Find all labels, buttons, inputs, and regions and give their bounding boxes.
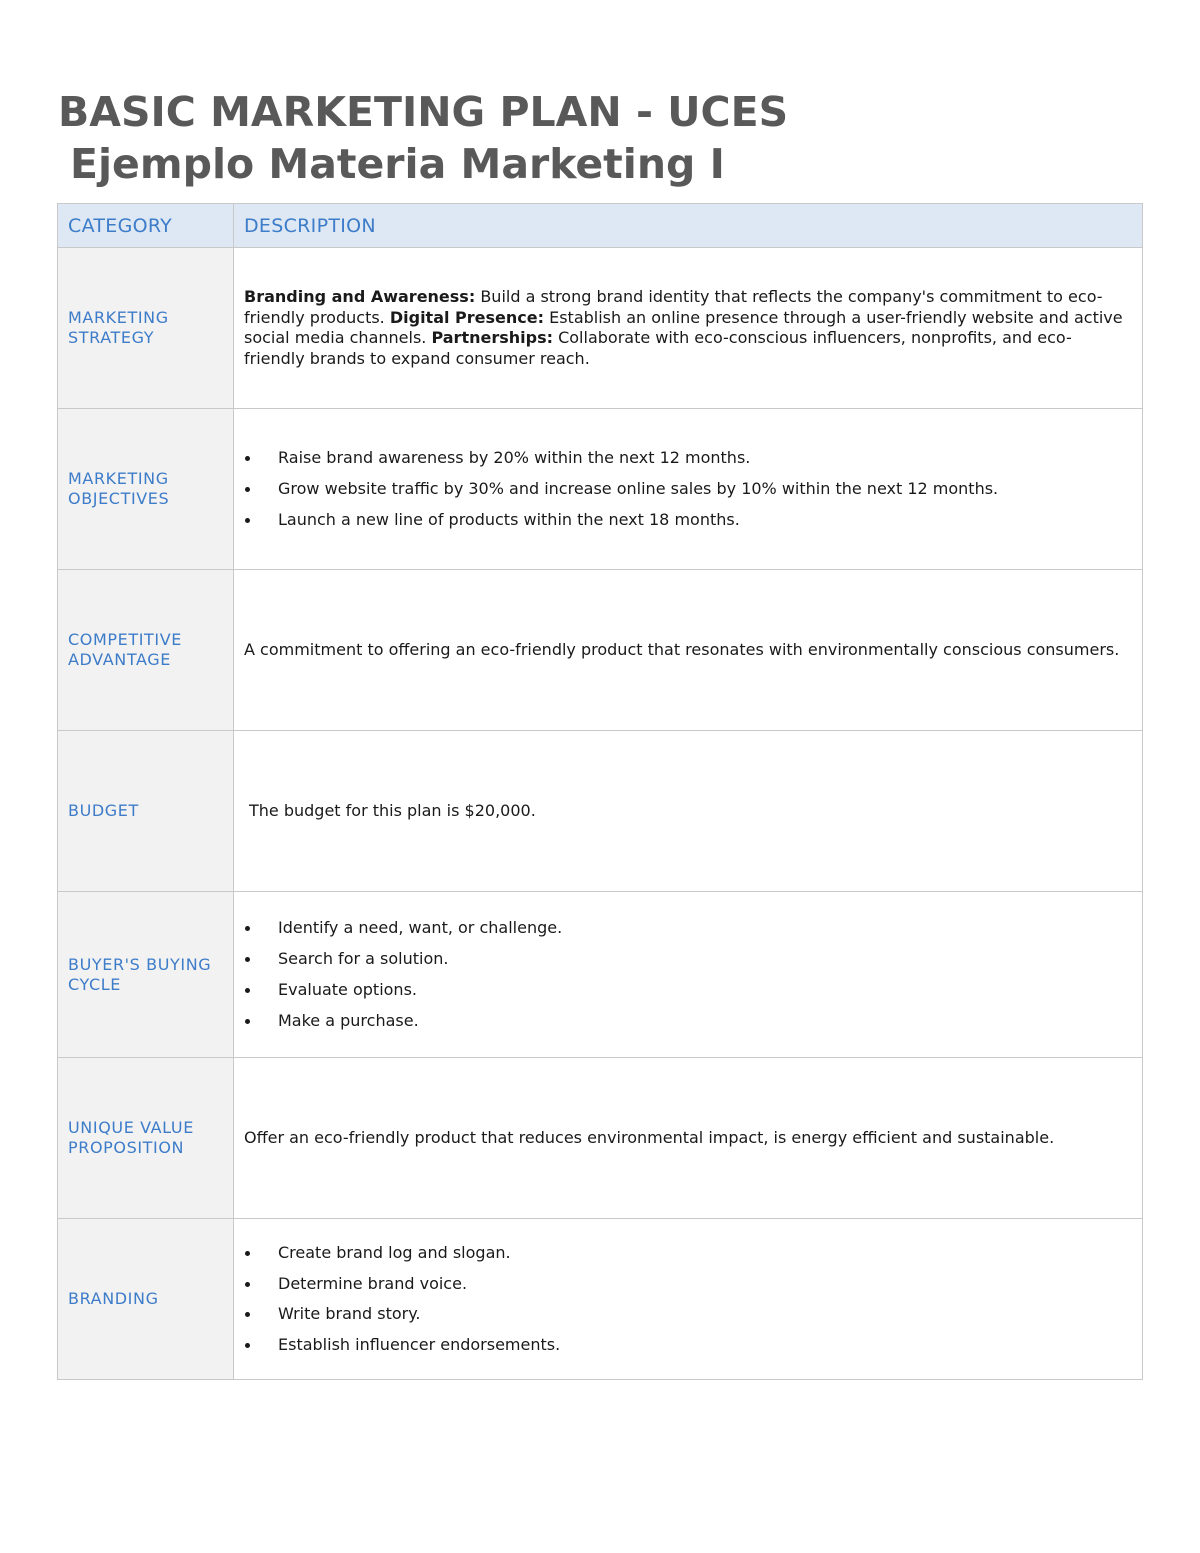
description-column-header: DESCRIPTION	[234, 204, 1143, 248]
strategy-text: Build a strong brand identity that reflects the company's commitment to eco-friendly products.	[244, 287, 1103, 327]
list-item: Search for a solution.	[244, 949, 1132, 969]
strategy-label: Partnerships:	[431, 328, 553, 347]
list-item: Create brand log and slogan.	[244, 1243, 1132, 1263]
list-item: Launch a new line of products within the next 18 months.	[244, 510, 1132, 530]
category-cell: MARKETING STRATEGY	[58, 248, 234, 409]
category-column-header: CATEGORY	[58, 204, 234, 248]
strategy-label: Branding and Awareness:	[244, 287, 476, 306]
list-item: Write brand story.	[244, 1304, 1132, 1324]
table-row-competitive-advantage	[58, 570, 1143, 731]
table-row-marketing-strategy	[58, 248, 1143, 409]
description-cell	[234, 409, 1143, 570]
list-item: Establish influencer endorsements.	[244, 1335, 1132, 1355]
list-item: Determine brand voice.	[244, 1274, 1132, 1294]
strategy-text: Establish an online presence through a user-friendly website and active social media channels.	[244, 307, 1123, 347]
objectives-list	[244, 448, 1132, 530]
table-row-buyers-buying-cycle	[58, 892, 1143, 1058]
branding-list	[244, 1243, 1132, 1355]
list-item: Evaluate options.	[244, 980, 1132, 1000]
category-cell: BRANDING	[58, 1219, 234, 1380]
list-item: Grow website traffic by 30% and increase online sales by 10% within the next 12 months.	[244, 479, 1132, 499]
marketing-strategy-text	[244, 287, 1132, 369]
buying-cycle-list	[244, 918, 1132, 1030]
table-row-budget	[58, 731, 1143, 892]
competitive-advantage-text: A commitment to offering an eco-friendly product that resonates with environmentally conscious consumers.	[244, 639, 1120, 659]
category-cell: COMPETITIVE ADVANTAGE	[58, 570, 234, 731]
description-cell	[234, 248, 1143, 409]
table-row-marketing-objectives	[58, 409, 1143, 570]
list-item: Raise brand awareness by 20% within the next 12 months.	[244, 448, 1132, 468]
table-header-row	[58, 204, 1143, 248]
category-cell: MARKETING OBJECTIVES	[58, 409, 234, 570]
strategy-label: Digital Presence:	[389, 307, 545, 327]
table-row-unique-value-proposition	[58, 1058, 1143, 1219]
category-cell: BUDGET	[58, 731, 234, 892]
value-proposition-text: Offer an eco-friendly product that reduces environmental impact, is energy efficient and sustainable.	[244, 1127, 1055, 1147]
title-line-1: BASIC MARKETING PLAN - UCES	[58, 88, 789, 136]
marketing-plan-table	[57, 203, 1143, 1380]
category-cell: BUYER'S BUYING CYCLE	[58, 892, 234, 1058]
description-cell	[234, 731, 1143, 892]
description-cell	[234, 1219, 1143, 1380]
category-cell: UNIQUE VALUE PROPOSITION	[58, 1058, 234, 1219]
list-item: Identify a need, want, or challenge.	[244, 918, 1132, 938]
description-cell	[234, 570, 1143, 731]
description-cell	[234, 1058, 1143, 1219]
strategy-text: Collaborate with eco-conscious influencers, nonprofits, and eco-friendly brands to expand consumer reach.	[244, 328, 1072, 368]
budget-text: The budget for this plan is $20,000.	[249, 800, 536, 820]
title-line-2: Ejemplo Materia Marketing I	[70, 140, 725, 188]
table-row-branding	[58, 1219, 1143, 1380]
list-item: Make a purchase.	[244, 1011, 1132, 1031]
description-cell	[234, 892, 1143, 1058]
document-title	[58, 86, 788, 190]
